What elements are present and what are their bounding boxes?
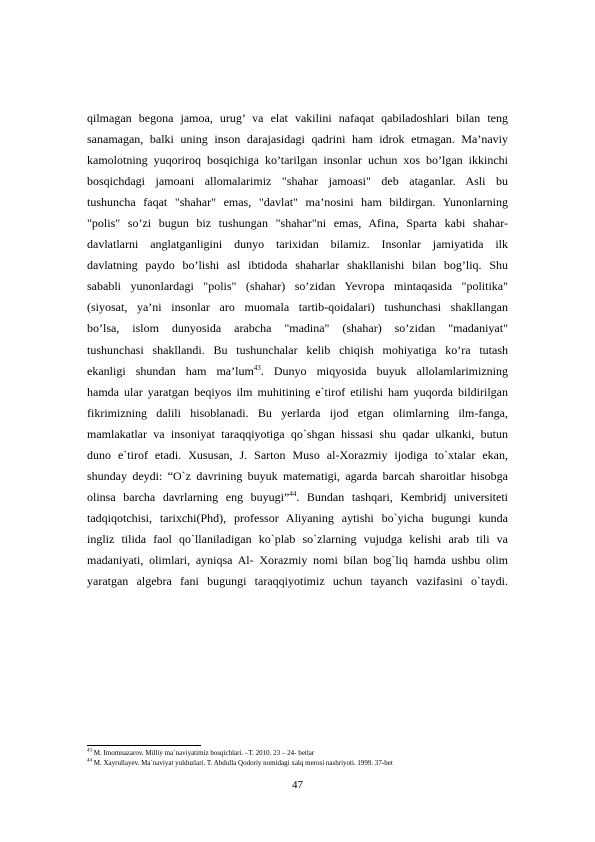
footnote-ref-44[interactable]: 44	[289, 489, 297, 498]
text-line-with-footnote-ref	[87, 361, 508, 382]
text-line: tushunchasi shakllandi. Bu tushunchalar kelib chiqish mohiyatiga ko’ra tutash	[87, 342, 508, 357]
text-line: mamlakatlar va insoniyat taraqqiyotiga qo`shgan hissasi shu qadar ulkanki, butun	[87, 426, 508, 441]
text-line: tushuncha faqat "shahar" emas, "davlat" ma’nosini ham bildirgan. Yunonlarning	[87, 195, 508, 210]
footnote-text: M. Xayrullayev. Ma`naviyat yulduzlari. T. Abdulla Qodoriy nomidagi xalq merosi nashriyoti. 1999. 37-bet	[92, 758, 393, 767]
footnote-43	[87, 749, 517, 759]
text-line-with-footnote-ref	[87, 487, 508, 508]
text-line: "polis" so’zi bugun biz tushungan "shahar"ni emas, Afina, Sparta kabi shahar-	[87, 216, 508, 231]
page-number: 47	[292, 779, 303, 791]
footnote-number: 44	[87, 758, 92, 764]
text-line: ingliz tilida faol qo`llaniladigan ko`plab so`zlarning vujudga kelishi arab tili va	[87, 531, 508, 546]
text-line: hamda ular yaratgan beqiyos ilm muhitining e`tirof etilishi ham yuqorda bildirilgan	[87, 384, 508, 399]
text-line: davlatning paydo bo’lishi asl ibtidoda shaharlar shakllanishi bilan bog’liq. Shu	[87, 258, 508, 273]
footnote-text: M. Imomnazarov. Milliy ma`naviyatimiz bosqichlari. –T. 2010. 23 – 24- betlar	[92, 749, 315, 757]
text-line: bo’lsa, islom dunyosida arabcha "madina" (shahar) so’zidan "madaniyat"	[87, 321, 508, 336]
text-line: duno e`tirof etadi. Xususan, J. Sarton Muso al-Xorazmiy ijodiga to`xtalar ekan,	[87, 447, 508, 462]
text-segment: . Dunyo miqyosida buyuk allolamlarimizning	[260, 363, 508, 378]
text-line: fikrimizning dalili hisoblanadi. Bu yerlarda ijod etgan olimlarning ilm-fanga,	[87, 405, 508, 420]
footnote-number: 43	[87, 748, 92, 754]
footnote-separator	[87, 745, 201, 746]
text-line: kamolotning yuqoriroq bosqichiga ko’tarilgan insonlar uchun xos bo’lgan ikkinchi	[87, 153, 508, 168]
body-text	[87, 108, 508, 592]
footnote-44	[87, 759, 517, 769]
footnote-ref-43[interactable]: 43	[253, 363, 261, 372]
footnotes	[87, 749, 517, 768]
text-segment: ekanligi shundan ham ma’lum	[87, 363, 254, 378]
text-line: shunday deydi: “O`z davrining buyuk matematigi, agarda barcah sharoitlar hisobga	[87, 468, 508, 483]
text-line: tadqiqotchisi, tarixchi(Phd), professor Aliyaning aytishi bo`yicha bugungi kunda	[87, 510, 508, 525]
text-line: yaratgan algebra fani bugungi taraqqiyotimiz uchun tayanch vazifasini o`taydi.	[87, 574, 508, 589]
text-line: sababli yunonlardagi "polis" (shahar) so’zidan Yevropa mintaqasida "politika"	[87, 279, 508, 294]
text-line: davlatlarni anglatganligini dunyo tarixidan bilamiz. Insonlar jamiyatida ilk	[87, 237, 508, 252]
text-line: bosqichdagi jamoani allomalarimiz "shahar jamoasi" deb ataganlar. Asli bu	[87, 174, 508, 189]
text-line: qilmagan begona jamoa, urug’ va elat vakilini nafaqat qabiladoshlari bilan teng	[87, 111, 508, 125]
text-line: (siyosat, ya’ni insonlar aro muomala tartib-qoidalari) tushunchasi shakllangan	[87, 300, 508, 315]
text-segment: olinsa barcha davrlarning eng buyugi”	[87, 489, 290, 504]
text-line: madaniyati, olimlari, ayniqsa Al- Xorazmiy nomi bilan bog`liq hamda ushbu olim	[87, 552, 508, 567]
text-segment: . Bundan tashqari, Kembridj universiteti	[296, 489, 508, 504]
text-line: sanamagan, balki uning inson darajasidagi qadrini ham idrok etmagan. Ma’naviy	[87, 132, 508, 147]
